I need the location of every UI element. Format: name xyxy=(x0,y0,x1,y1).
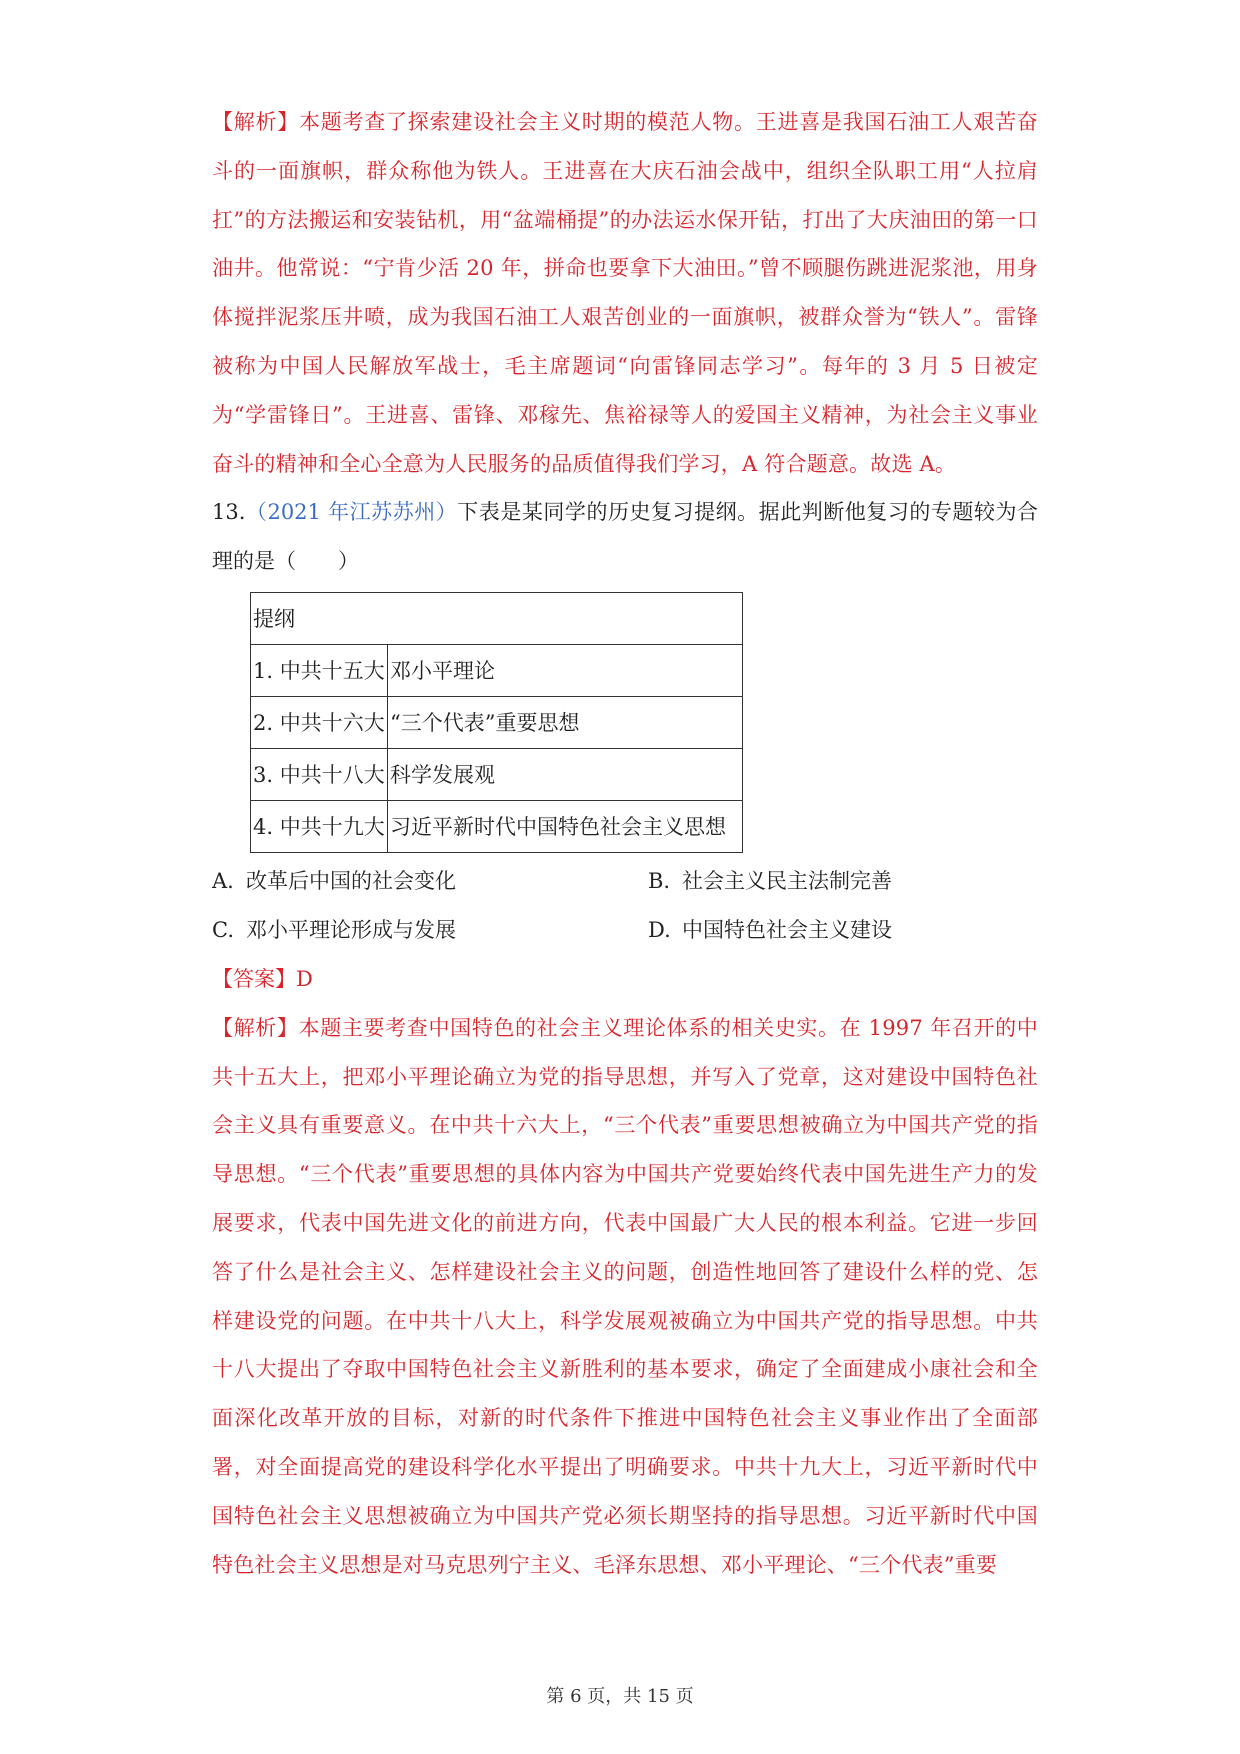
table-row xyxy=(251,800,743,852)
option-a[interactable] xyxy=(212,857,456,905)
analysis-block-2 xyxy=(212,1004,1038,1590)
table-cell-meeting: 2. 中共十六大 xyxy=(251,696,388,748)
table-cell-content: 习近平新时代中国特色社会主义思想 xyxy=(388,800,743,852)
answer-value: D xyxy=(296,966,313,991)
option-text: 中国特色社会主义建设 xyxy=(682,917,892,942)
option-d[interactable] xyxy=(648,906,892,954)
table-row xyxy=(251,644,743,696)
table-cell-content: “三个代表”重要思想 xyxy=(388,696,743,748)
table-cell-content: 邓小平理论 xyxy=(388,644,743,696)
table-row xyxy=(251,696,743,748)
table-cell-meeting: 3. 中共十八大 xyxy=(251,748,388,800)
question-stem: 下表是某同学的历史复习提纲。据此判断他复习的专题较为合理的是（ ） xyxy=(212,500,1038,574)
table-cell-meeting: 1. 中共十五大 xyxy=(251,644,388,696)
option-text: 邓小平理论形成与发展 xyxy=(246,917,456,942)
option-c[interactable] xyxy=(212,906,456,954)
option-text: 改革后中国的社会变化 xyxy=(246,868,456,893)
analysis-tag: 【解析】 xyxy=(212,1015,299,1040)
page-footer: 第 6 页，共 15 页 xyxy=(546,1686,694,1707)
table-row xyxy=(251,748,743,800)
table-header-row xyxy=(251,592,743,644)
answer-tag: 【答案】 xyxy=(212,966,296,991)
question-number: 13. xyxy=(212,500,246,525)
option-letter: D. xyxy=(648,917,671,942)
table-header: 提纲 xyxy=(251,592,743,644)
analysis-tag: 【解析】 xyxy=(212,110,300,134)
option-text: 社会主义民主法制完善 xyxy=(682,868,892,893)
option-b[interactable] xyxy=(648,857,892,905)
table-cell-content: 科学发展观 xyxy=(388,748,743,800)
document-page xyxy=(212,98,1038,1589)
outline-table xyxy=(250,592,743,853)
analysis-block-1 xyxy=(212,98,1038,488)
option-letter: C. xyxy=(212,917,234,942)
answer-options xyxy=(212,857,1038,955)
option-letter: A. xyxy=(212,868,234,893)
analysis-text: 本题主要考查中国特色的社会主义理论体系的相关史实。在 1997 年召开的中共十五大上，把邓小平理论确立为党的指导思想，并写入了党章，这对建设中国特色社会主义具有重要意义。在中共十六大上，“三个代表”重要思想被确立为中国共产党的指导思想。“三个代表”重要思想的具体内容为中国共产党要始终代表中国先进生产力的发展要求，代表中国先进文化的前进方向，代表中国最广大人民的根本利益。它进一步回答了什么是社会主义、怎样建设社会主义的问题，创造性地回答了建设什么样的党、怎样建设党的问题。在中共十八大上，科学发展观被确立为中国共产党的指导思想。中共十八大提出了夺取中国特色社会主义新胜利的基本要求，确定了全面建成小康社会和全面深化改革开放的目标，对新的时代条件下推进中国特色社会主义事业作出了全面部署，对全面提高党的建设科学化水平提出了明确要求。中共十九大上，习近平新时代中国特色社会主义思想被确立为中国共产党必须长期坚持的指导思想。习近平新时代中国特色社会主义思想是对马克思列宁主义、毛泽东思想、邓小平理论、“三个代表”重要 xyxy=(212,1015,1038,1577)
question-13 xyxy=(212,488,1038,586)
analysis-text: 本题考查了探索建设社会主义时期的模范人物。王进喜是我国石油工人艰苦奋斗的一面旗帜，群众称他为铁人。王进喜在大庆石油会战中，组织全队职工用“人拉肩扛”的方法搬运和安装钻机，用“盆端桶提”的办法运水保开钻，打出了大庆油田的第一口油井。他常说：“宁肯少活 20 年，拼命也要拿下大油田。”曾不顾腿伤跳进泥浆池，用身体搅拌泥浆压井喷，成为我国石油工人艰苦创业的一面旗帜，被群众誉为“铁人”。雷锋被称为中国人民解放军战士，毛主席题词“向雷锋同志学习”。每年的 3 月 5 日被定为“学雷锋日”。王进喜、雷锋、邓稼先、焦裕禄等人的爱国主义精神，为社会主义事业奋斗的精神和全心全意为人民服务的品质值得我们学习，A 符合题意。故选 A。 xyxy=(212,110,1038,476)
answer-line xyxy=(212,955,1038,1004)
table-cell-meeting: 4. 中共十九大 xyxy=(251,800,388,852)
question-source: （2021 年江苏苏州） xyxy=(245,500,458,525)
option-letter: B. xyxy=(648,868,671,893)
